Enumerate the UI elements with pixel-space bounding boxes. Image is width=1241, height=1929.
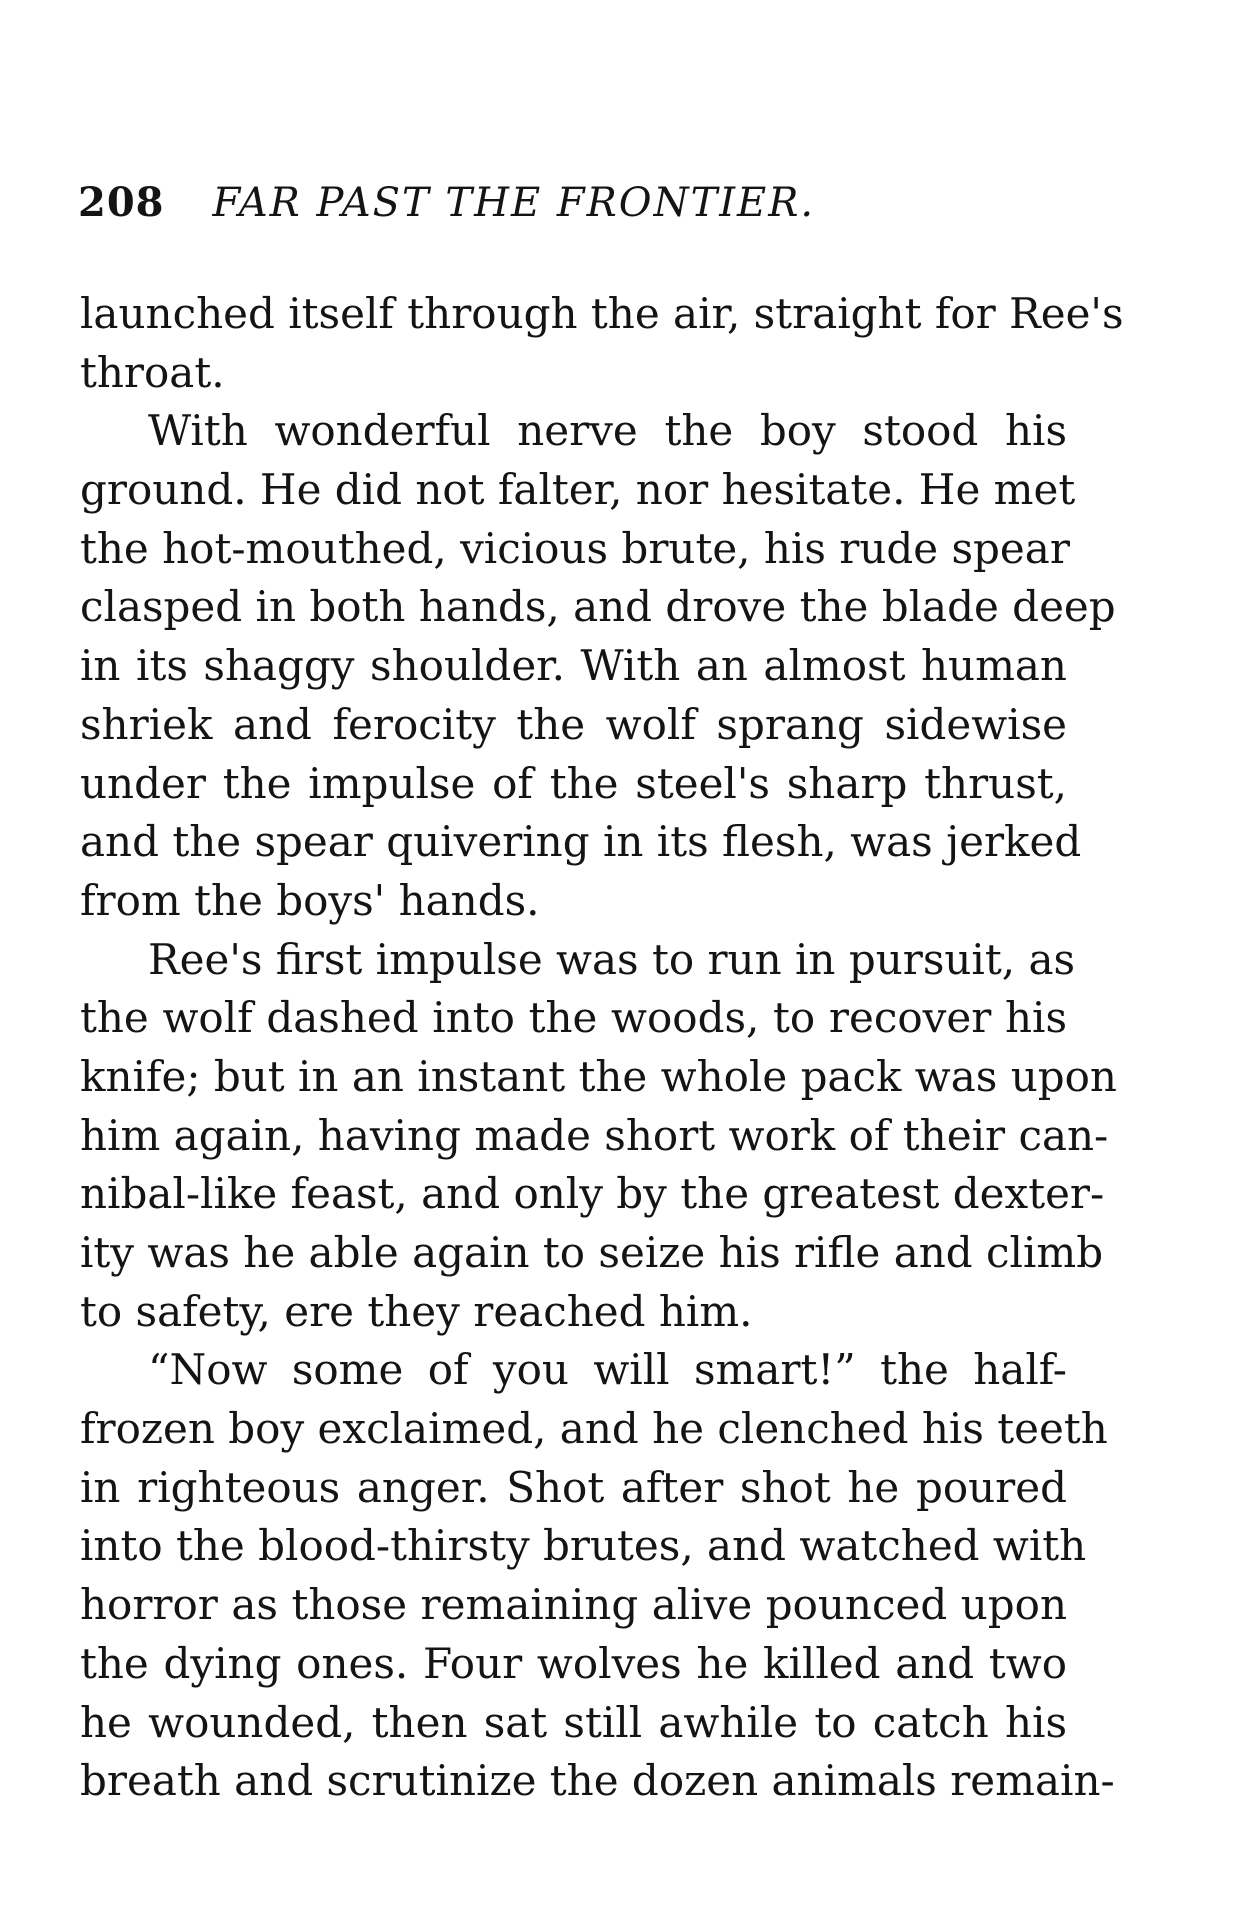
running-head — [78, 178, 1078, 228]
text-line: the hot-mouthed, vicious brute, his rude spear — [80, 523, 1070, 573]
text-line: him again, having made short work of their can- — [80, 1110, 1109, 1160]
text-line: clasped in both hands, and drove the blade deep — [80, 582, 1116, 632]
text-line: throat. — [80, 347, 225, 397]
text-line: and the spear quivering in its flesh, was jerked — [80, 817, 1082, 867]
text-line: ity was he able again to seize his rifle and climb — [80, 1228, 1104, 1277]
book-title: FAR PAST THE FRONTIER. — [212, 180, 816, 226]
text-line: he wounded, then sat still awhile to catch his — [80, 1697, 1067, 1747]
text-line: shriek and ferocity the wolf sprang sidewise — [80, 699, 1067, 749]
text-line: knife; but in an instant the whole pack was upon — [80, 1051, 1117, 1101]
text-line: in righteous anger. Shot after shot he poured — [80, 1462, 1067, 1512]
text-line: nibal-like feast, and only by the greatest dexter- — [80, 1169, 1105, 1219]
text-line: launched itself through the air, straight for Ree's — [80, 289, 1124, 338]
text-line: the wolf dashed into the woods, to recover his — [80, 993, 1067, 1043]
text-line: in its shaggy shoulder. With an almost human — [80, 641, 1067, 691]
text-line: from the boys' hands. — [80, 875, 540, 925]
text-line: under the impulse of the steel's sharp thrust, — [80, 758, 1067, 808]
text-line: Ree's first impulse was to run in pursuit, as — [148, 934, 1076, 984]
text-line: With wonderful nerve the boy stood his — [148, 406, 1067, 456]
text-line: “Now some of you will smart!” the half- — [148, 1345, 1067, 1395]
text-line: horror as those remaining alive pounced upon — [80, 1580, 1067, 1630]
text-line: breath and scrutinize the dozen animals remain- — [80, 1756, 1115, 1806]
text-line: ground. He did not falter, nor hesitate. He met — [80, 465, 1076, 515]
text-line: frozen boy exclaimed, and he clenched his teeth — [80, 1404, 1108, 1454]
text-line: into the blood-thirsty brutes, and watched with — [80, 1521, 1087, 1571]
text-line: to safety, ere they reached him. — [80, 1286, 753, 1336]
body-text — [80, 285, 1124, 1811]
text-line: the dying ones. Four wolves he killed and two — [80, 1638, 1067, 1688]
page-number: 208 — [78, 179, 165, 226]
